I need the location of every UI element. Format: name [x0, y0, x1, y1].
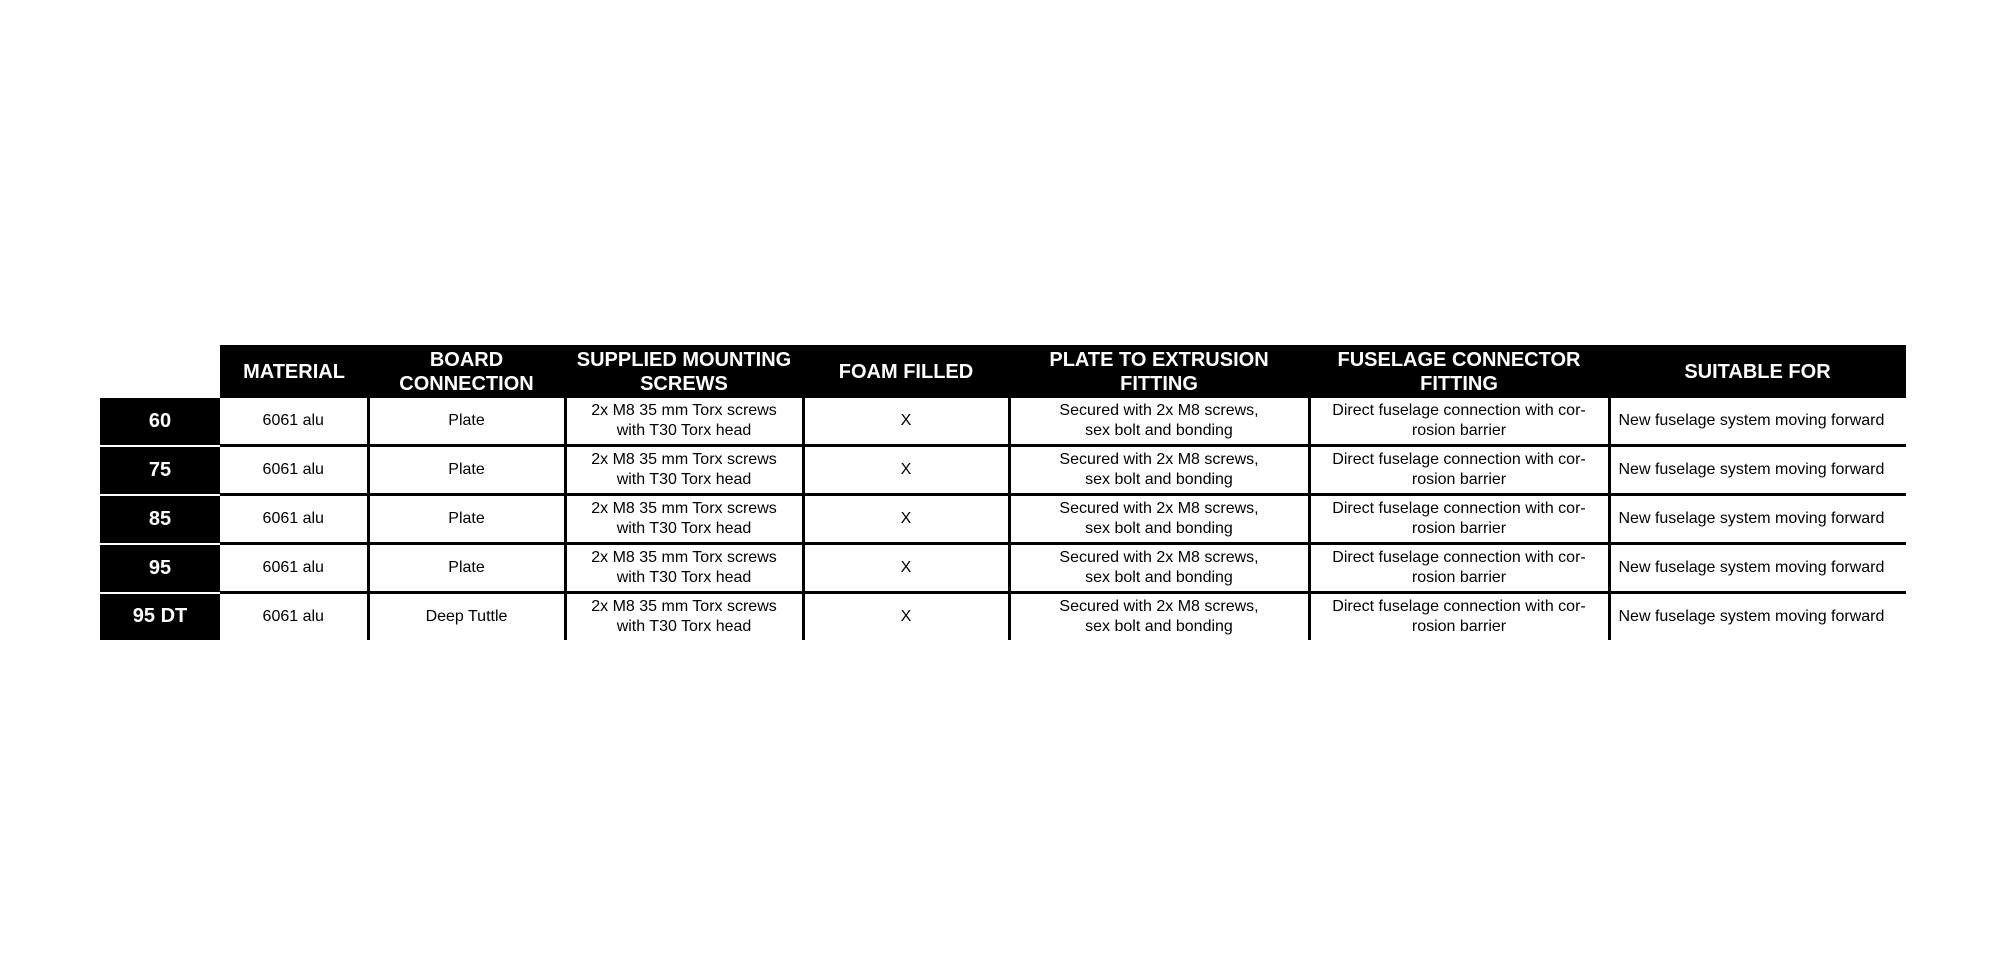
cell-plate-fitting — [1009, 446, 1309, 495]
header-fuselage-connector-fitting: FUSELAGE CONNECTOR FITTING — [1309, 345, 1609, 398]
header-plate-to-extrusion-fitting: PLATE TO EXTRUSION FITTING — [1009, 345, 1309, 398]
cell-screws-line: with T30 Torx head — [616, 422, 752, 439]
cell-board-connection: Deep Tuttle — [368, 593, 565, 641]
cell-screws-line: 2x M8 35 mm Torx screws — [591, 500, 777, 517]
cell-screws-line: 2x M8 35 mm Torx screws — [591, 402, 777, 419]
cell-screws — [565, 495, 803, 544]
cell-plate-fitting — [1009, 544, 1309, 593]
header-material: MATERIAL — [220, 345, 368, 398]
cell-fuselage-fitting — [1309, 398, 1609, 446]
table-header — [100, 345, 1906, 398]
cell-fuselage-fitting-line: Direct fuselage connection with cor- — [1332, 598, 1586, 615]
row-label: 95 DT — [100, 593, 220, 641]
cell-suitable-for: New fuselage system moving forward — [1609, 495, 1906, 544]
cell-suitable-for: New fuselage system moving forward — [1609, 446, 1906, 495]
cell-foam-filled: X — [803, 495, 1009, 544]
header-suitable-for: SUITABLE FOR — [1609, 345, 1906, 398]
header-foam-filled: FOAM FILLED — [803, 345, 1009, 398]
cell-board-connection: Plate — [368, 544, 565, 593]
cell-board-connection: Plate — [368, 495, 565, 544]
cell-screws — [565, 593, 803, 641]
cell-plate-fitting-line: Secured with 2x M8 screws, — [1059, 598, 1259, 615]
cell-plate-fitting-line: sex bolt and bonding — [1085, 520, 1233, 537]
cell-screws-line: with T30 Torx head — [616, 569, 752, 586]
cell-material: 6061 alu — [220, 446, 368, 495]
cell-plate-fitting-line: Secured with 2x M8 screws, — [1059, 402, 1259, 419]
cell-screws-line: with T30 Torx head — [616, 520, 752, 537]
table-row — [100, 446, 1906, 495]
header-row — [100, 345, 1906, 398]
cell-screws-line: 2x M8 35 mm Torx screws — [591, 598, 777, 615]
cell-plate-fitting-line: Secured with 2x M8 screws, — [1059, 549, 1259, 566]
cell-screws — [565, 398, 803, 446]
cell-fuselage-fitting — [1309, 495, 1609, 544]
table-row — [100, 495, 1906, 544]
cell-foam-filled: X — [803, 446, 1009, 495]
cell-suitable-for: New fuselage system moving forward — [1609, 398, 1906, 446]
cell-plate-fitting-line: sex bolt and bonding — [1085, 618, 1233, 635]
cell-material: 6061 alu — [262, 608, 324, 625]
cell-plate-fitting-line: sex bolt and bonding — [1085, 471, 1233, 488]
cell-material: 6061 alu — [220, 495, 368, 544]
cell-screws — [565, 446, 803, 495]
cell-fuselage-fitting — [1309, 446, 1609, 495]
header-board-connection: BOARD CONNECTION — [368, 345, 565, 398]
cell-fuselage-fitting — [1309, 544, 1609, 593]
cell-fuselage-fitting-line: Direct fuselage connection with cor- — [1332, 549, 1586, 566]
cell-plate-fitting-line: Secured with 2x M8 screws, — [1059, 500, 1259, 517]
cell-plate-fitting — [1009, 593, 1309, 641]
cell-screws-line: with T30 Torx head — [616, 618, 752, 635]
table-body — [100, 398, 1906, 640]
cell-screws — [565, 544, 803, 593]
cell-screws-line: 2x M8 35 mm Torx screws — [591, 549, 777, 566]
row-label: 95 — [100, 544, 220, 593]
row-label: 60 — [100, 398, 220, 446]
cell-plate-fitting-line: sex bolt and bonding — [1085, 422, 1233, 439]
row-label: 85 — [100, 495, 220, 544]
spec-table — [100, 345, 1906, 640]
cell-board-connection: Plate — [368, 398, 565, 446]
header-corner — [100, 345, 220, 398]
cell-fuselage-fitting-line: rosion barrier — [1411, 520, 1507, 537]
row-label: 75 — [100, 446, 220, 495]
table-row — [100, 544, 1906, 593]
table-row — [100, 593, 1906, 641]
cell-foam-filled: X — [803, 593, 1009, 641]
cell-fuselage-fitting-line: rosion barrier — [1411, 471, 1507, 488]
cell-foam-filled: X — [803, 398, 1009, 446]
cell-foam-filled: X — [803, 544, 1009, 593]
cell-plate-fitting-line: Secured with 2x M8 screws, — [1059, 451, 1259, 468]
cell-material: 6061 alu — [220, 544, 368, 593]
cell-screws-line: 2x M8 35 mm Torx screws — [591, 451, 777, 468]
cell-fuselage-fitting-line: Direct fuselage connection with cor- — [1332, 451, 1586, 468]
cell-material: 6061 alu — [220, 398, 368, 446]
cell-suitable-for: New fuselage system moving forward — [1609, 593, 1906, 641]
header-supplied-mounting-screws: SUPPLIED MOUNTING SCREWS — [565, 345, 803, 398]
cell-fuselage-fitting-line: Direct fuselage connection with cor- — [1332, 402, 1586, 419]
cell-fuselage-fitting-line: rosion barrier — [1411, 422, 1507, 439]
cell-screws-line: with T30 Torx head — [616, 471, 752, 488]
cell-fuselage-fitting — [1309, 593, 1609, 641]
cell-board-connection: Plate — [368, 446, 565, 495]
cell-fuselage-fitting-line: rosion barrier — [1411, 618, 1507, 635]
cell-fuselage-fitting-line: rosion barrier — [1411, 569, 1507, 586]
cell-plate-fitting-line: sex bolt and bonding — [1085, 569, 1233, 586]
table-row — [100, 398, 1906, 446]
cell-suitable-for: New fuselage system moving forward — [1609, 544, 1906, 593]
cell-plate-fitting — [1009, 495, 1309, 544]
cell-plate-fitting — [1009, 398, 1309, 446]
cell-fuselage-fitting-line: Direct fuselage connection with cor- — [1332, 500, 1586, 517]
